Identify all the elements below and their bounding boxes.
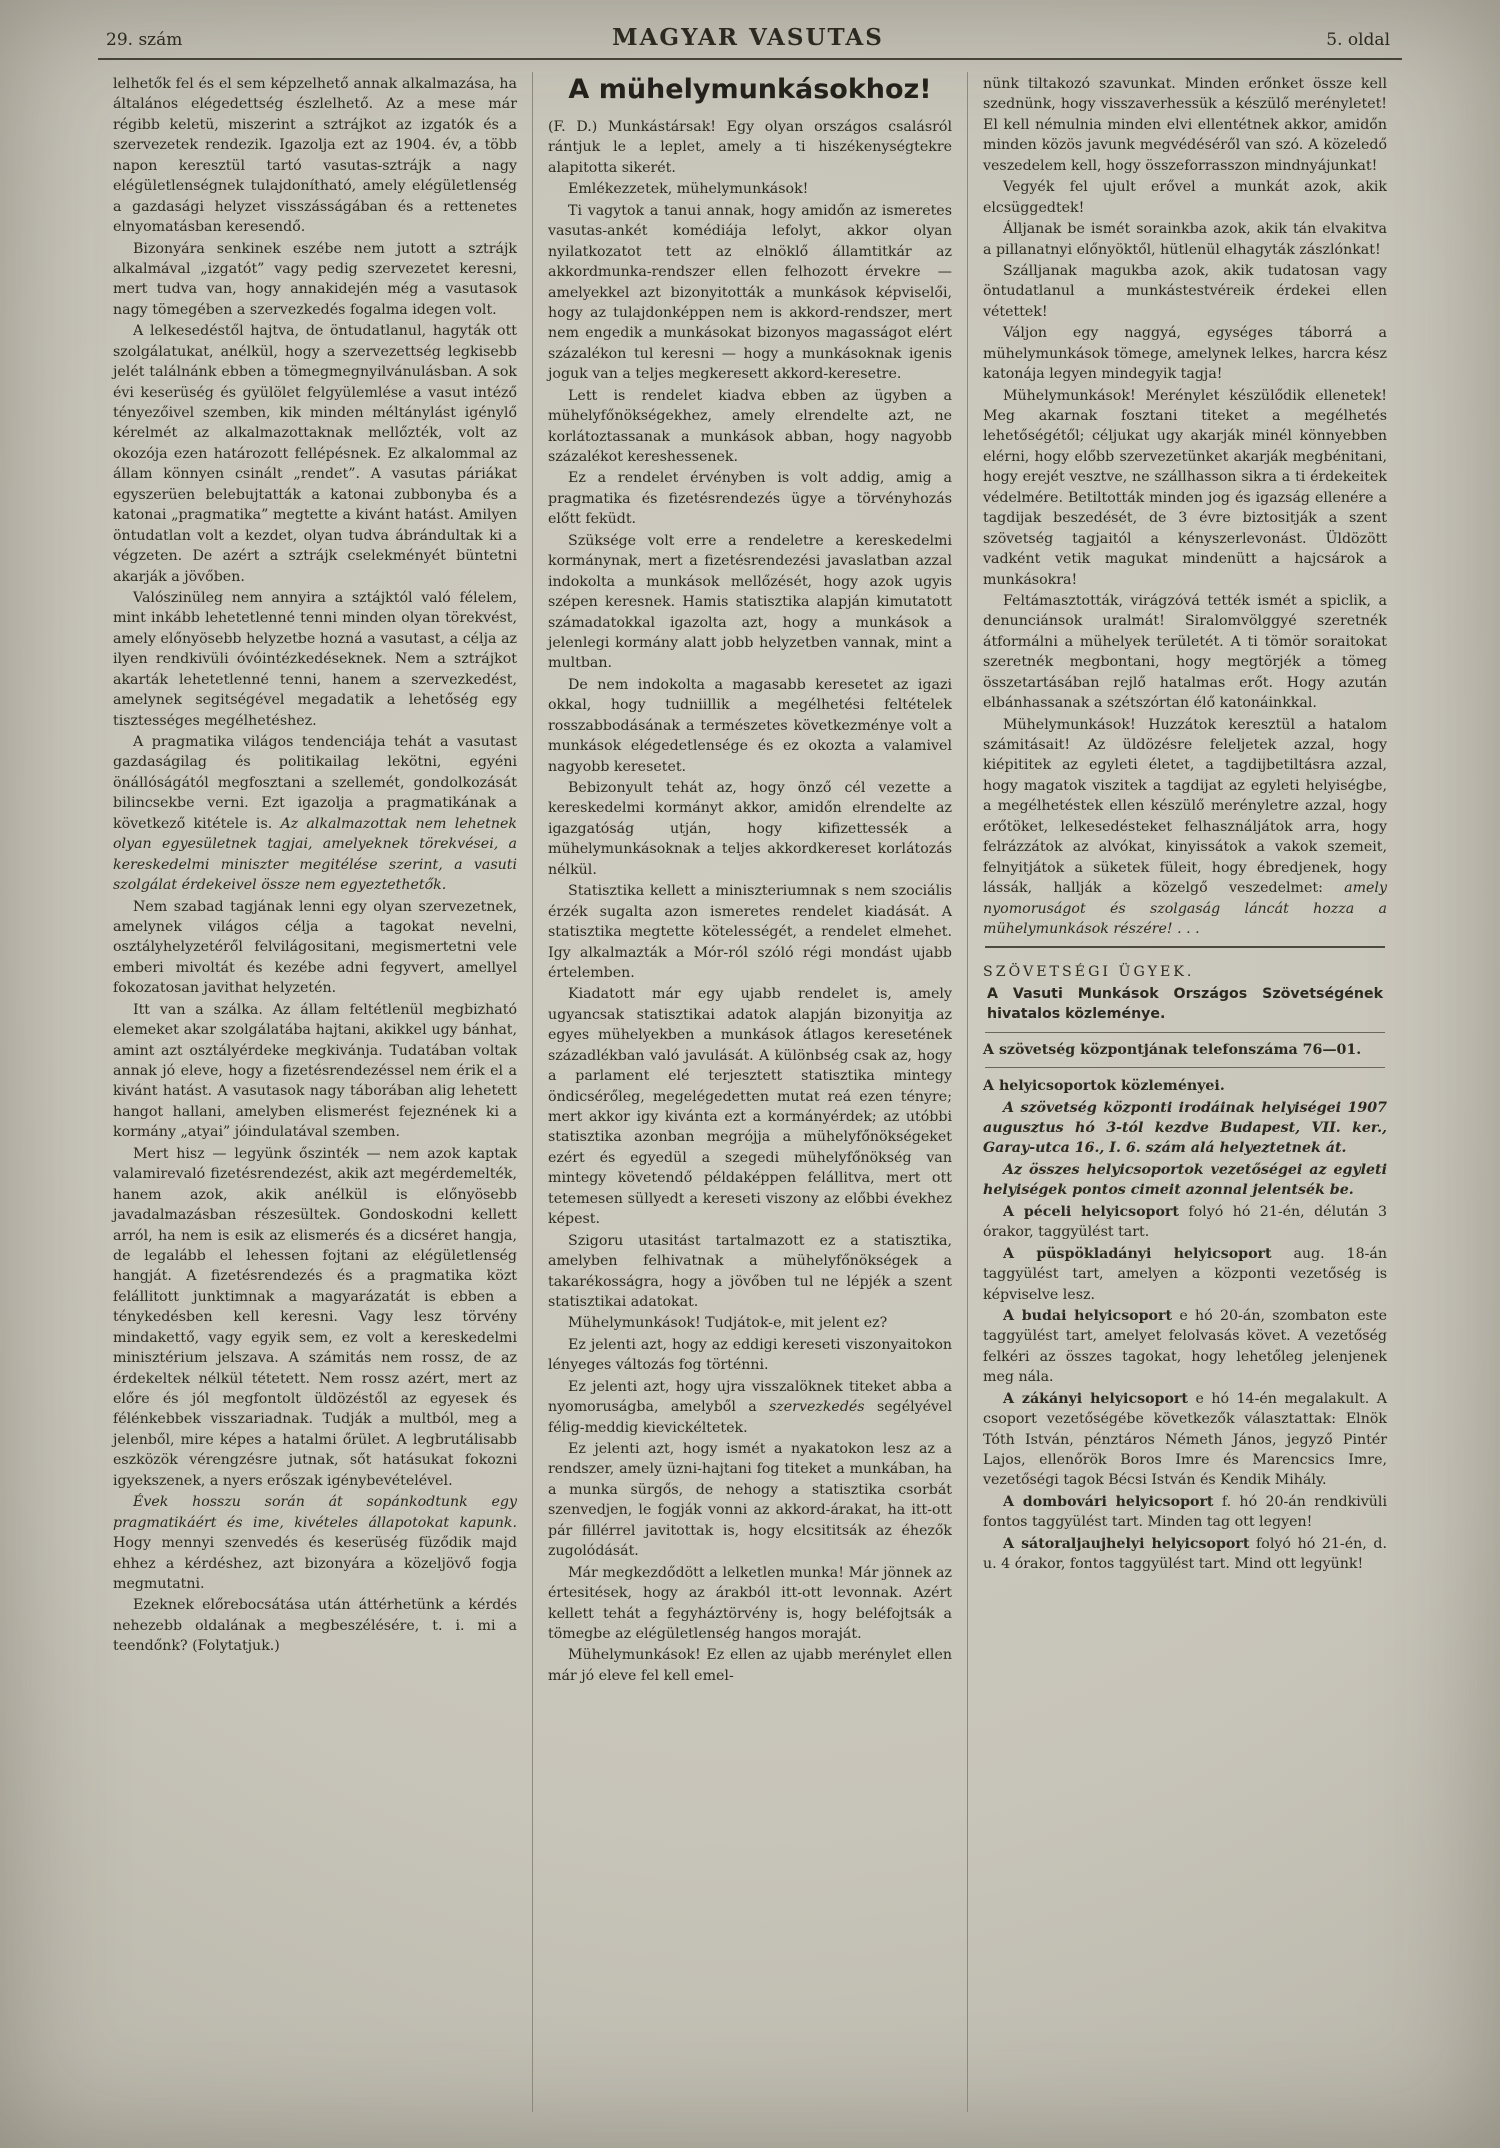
- text-run: Mühelymunkások! Tudjátok-e, mit jelent ez?: [568, 1315, 888, 1332]
- paragraph: [548, 1439, 952, 1562]
- news-item: [983, 1244, 1387, 1305]
- masthead-title: MAGYAR VASUTAS: [612, 24, 884, 51]
- text-run: Váljon egy naggyá, egységes táborrá a mühelymunkások tömege, amelynek lelkes, harcra kész katonája legyen mindegyik tagja!: [983, 325, 1387, 383]
- bold-lead: A zákányi helyicsoport: [1003, 1390, 1188, 1407]
- page-content: [98, 24, 1402, 2112]
- news-item: [983, 1389, 1387, 1491]
- paragraph: [548, 386, 952, 468]
- text-run: Bizonyára senkinek eszébe nem jutott a sztrájk alkalmával „izgatót” vagy pedig szervezetet keresni, mert tudva van, hogy annakidején még a vasutasok nagy tömegében a szervezkedés fogalma idegen volt.: [113, 240, 517, 318]
- text-run: folyó hó 21-én, d. u. 4 órakor, fontos taggyülést tart. Mind ott legyünk!: [983, 1535, 1387, 1573]
- text-run: Szüksége volt erre a rendeletre a kereskedelmi kormánynak, mert a fizetésrendezési javaslatban azzal indokolta a munkások mellőzését, hogy azok ugyis szépen keresnek. Hamis statisztika alapján kimutatott számadatokkal igazolta azt, hogy a munkások a jelenlegi kormány alatt jobb helyzetben vannak, mint a multban.: [548, 532, 952, 672]
- paragraph: [548, 468, 952, 529]
- article-columns: [98, 72, 1402, 2112]
- group-heading: [983, 1076, 1387, 1096]
- section-title: [983, 962, 1387, 982]
- news-item: [983, 1202, 1387, 1243]
- text-run: Valószinüleg nem annyira a sztájktól való félelem, mint inkább lehetetlenné tenni minden olyan törekvést, amely előnyösebb helyzetbe hozná a vasutast, a célja az ilyen rendkivüli óvóintézkedéseknek. Nem a sztrájkot akarták lehetetlenné tenni, hanem a szervezkedést, amelynek segitségével megadatik a lehetőség egy tisztességes megélhetéshez.: [113, 589, 517, 729]
- text-run: Bebizonyult tehát az, hogy önző cél vezette a kereskedelmi kormányt akkor, amidőn elrendelte az igazgatóság utján, hogy kifizettessék a mühelymunkásoknak a teljes akkordkereset korlátozás nélkül.: [548, 780, 952, 878]
- paragraph: [548, 531, 952, 674]
- paragraph: [983, 74, 1387, 176]
- paragraph: [983, 219, 1387, 260]
- text-run: aug. 18-án taggyülést tart, amelyen a központi vezetőség is képviselve lesz.: [983, 1245, 1387, 1303]
- text-run: A pragmatika világos tendenciája tehát a vasutast gazdaságilag és politikailag lekötni, egyéni önállóságától megfosztani a szellemét, gondolkozását bilincsekbe verni. Ezt igazolja a pragmatikának a következő kitétele is.: [113, 734, 517, 832]
- text-run: Ezeknek előrebocsátása után áttérhetünk a kérdés nehezebb oldalának a megbeszélésére, t. i. mi a teendőnk? (Folytatjuk.): [113, 1597, 517, 1655]
- paragraph: [548, 1335, 952, 1376]
- paragraph: [548, 1231, 952, 1313]
- text-run: Az alkalmazottak nem lehetnek olyan egyesületnek tagjai, amelyeknek törekvései, a kereskedelmi miniszter megitélése szerint, a vasuti szolgálat érdekeivel össze nem egyeztethetők.: [113, 815, 517, 894]
- notice-paragraph: [983, 1160, 1387, 1201]
- text-run: Szigoru utasitást tartalmazott ez a statisztika, amelyben felhivatnak a mühelyfőnökségek a takarékosságra, hogy a jövőben tul ne lépjék a szent statisztikai adatokat.: [548, 1232, 952, 1310]
- paragraph: [548, 675, 952, 777]
- text-run: Mert hisz — legyünk őszinték — nem azok kaptak valamirevaló fizetésrendezést, akik azt megérdemelték, hanem azok, akik anélkül is előnyösebb javadalmazásban részesültek. Gondoskodni kellett arról, ha nem is esik az elismerés és a dicséret hangja, de legalább el lehessen fojtani az elégületlenség hangját. A fizetésrendezés és a pragmatika közt felállitott junktimnak a magyarázatát is ebben a ténykedésben kell keresni. Vagy lesz törvény mindakettő, vagy egyik sem, ez volt a kereskedelmi minisztérium jelszava. A számitás nem rossz, de az érdekeltek nélkül tétetett. Nem rossz azért, mert az előre és jól megfontolt üldözéstől az egyesek és félénkebbek visszariadnak. Tudják a multból, meg a jelenből, mire képes a hatalmi őrület. A legbrutálisabb eszközök vérengzésre jutnak, sőt hatásukat fokozni igyekszenek, a nyers erőszak igénybevételével.: [113, 1145, 517, 1489]
- paragraph: [983, 323, 1387, 384]
- text-run: SZÖVETSÉGI ÜGYEK.: [983, 964, 1195, 981]
- text-run: folyó hó 21-én, délután 3 órakor, taggyülést tart.: [983, 1203, 1387, 1241]
- paragraph: [548, 179, 952, 199]
- page-header: [98, 24, 1402, 55]
- divider-rule: [985, 1067, 1385, 1068]
- text-run: e hó 20-án, szombaton este taggyülést tart, amelyet felolvasás követ. A vezetőség felkéri az összes tagokat, hogy lehetőleg jelenjenek meg nála.: [983, 1307, 1387, 1386]
- text-run: Hogy mennyi szenvedés és keserüség füződik majd ehhez a kérdéshez, azt bizonyára a közeljövő fogja megmutatni.: [113, 1535, 517, 1592]
- bold-lead: A budai helyicsoport: [1003, 1307, 1173, 1324]
- paragraph: [983, 177, 1387, 218]
- paragraph: [548, 984, 952, 1229]
- paragraph: [548, 117, 952, 178]
- text-run: A szövetség központjának telefonszáma 76—01.: [983, 1041, 1362, 1058]
- text-run: lelhetők fel és el sem képzelhető annak alkalmazása, ha általános elégedettség észlelhető. Az a mese már régibb keletü, miszerint a sztrájkot az izgatók és a szervezetek rendezik. Igazolja ezt az 1904. év, a több napon keresztül tartó vasutas-sztrájk a nagy elégületlenségnek tulajdonítható, amely elégületlenség a gazdasági helyzet visszásságában és a rettenetes elnyomatásban keresendő.: [113, 76, 517, 236]
- paragraph: [113, 897, 517, 999]
- text-run: Álljanak be ismét sorainkba azok, akik tán elvakitva a pillanatnyi előnyöktől, hütlenül elhagyták zászlónkat!: [983, 221, 1387, 258]
- bold-lead: A sátoraljaujhelyi helyicsoport: [1003, 1535, 1250, 1552]
- text-run: Emlékezzetek, mühelymunkások!: [568, 181, 809, 198]
- notice-paragraph: [983, 1098, 1387, 1159]
- page-number: 5. oldal: [1326, 30, 1390, 50]
- paragraph: [113, 1595, 517, 1656]
- section-subtitle: [987, 984, 1383, 1025]
- text-run: Mühelymunkások! Ez ellen az ujabb merénylet ellen már jó eleve fel kell emel-: [548, 1647, 952, 1684]
- paragraph: [548, 778, 952, 880]
- article-headline: [548, 74, 952, 105]
- bold-lead: A dombovári helyicsoport: [1003, 1493, 1214, 1510]
- column-3: [967, 72, 1402, 2112]
- text-run: Itt van a szálka. Az állam feltétlenül megbizható elemeket akar szolgálatába hajtani, akikkel ugy bánhat, amint azt osztályérdeke megkivánja. Tudatában voltak annak jó eleve, hogy a fizetésrendezéssel nem érik el a kivánt hatást. A vasutasok nagy táborában alig lehetett hangot hallani, amelyben elismerést fejeznének ki a kormány „atyai” jóindulatával szemben.: [113, 1001, 517, 1141]
- text-run: A helyicsoportok közleményei.: [983, 1078, 1225, 1095]
- header-rule: [98, 58, 1402, 60]
- text-run: A Vasuti Munkások Országos Szövetségének hivatalos közleménye.: [987, 985, 1383, 1023]
- text-run: nünk tiltakozó szavunkat. Minden erőnket össze kell szednünk, hogy visszaverhessük a készülő merényletet! El kell némulnia minden elvi ellentétnek akkor, amidőn minden közös javunk megvédéséről van szó. A közeledő veszedelem kell, hogy összeforrasszon mindnyájunkat!: [983, 76, 1387, 174]
- text-run: A mühelymunkásokhoz!: [568, 74, 932, 105]
- paragraph: [113, 321, 517, 587]
- divider-rule: [985, 946, 1385, 948]
- paragraph: [983, 715, 1387, 940]
- text-run: Mühelymunkások! Merénylet készülődik ellenetek! Meg akarnak fosztani titeket a megélhetés lehetőségétől; céljukat ugy akarják minél könnyebben elérni, hogy előbb szervezetünket akarják megbénitani, hogy erejét vesztve, ne szállhasson sikra a ti érdekeitek védelmére. Betiltották minden jog és igazság ellenére a tagdijak beszedését, de 3 évre biztositják a szent szövetség tagjaitól a kényszerlevonást. Üldözött vadként vetik magukat mindenütt a hajcsárok a munkásokra!: [983, 387, 1387, 588]
- text-run: e hó 14-én megalakult. A csoport vezetőségébe következők választattak: Elnök Tóth István, pénztáros Németh János, jegyző Pintér Lajos, ellenőrök Boros Imre és Marencsics Imre, vezetőségi tagok Bécsi István és Kendik Mihály.: [983, 1390, 1387, 1489]
- paragraph: [548, 881, 952, 983]
- text-run: Feltámasztották, virágzóvá tették ismét a spiclik, a denunciánsok uralmát! Siralomvölggyé szeretnék átformálni a mühelyek területét. A ti tömör soraitokat szeretnék megbontani, hogy megtörjék a tömeg összetartásában rejlő hatalmas erőt. Hogy azután elbánhassanak a szétszórtan élő katonáinkkal.: [983, 592, 1387, 712]
- text-run: szervezkedés: [769, 1399, 865, 1416]
- paragraph: [113, 588, 517, 731]
- paragraph: [548, 201, 952, 385]
- divider-rule: [985, 1032, 1385, 1033]
- bold-lead: A péceli helyicsoport: [1003, 1203, 1179, 1220]
- text-run: A lelkesedéstől hajtva, de öntudatlanul, hagyták ott szolgálatukat, anélkül, hogy a szervezettség legkisebb jelét találnánk ebben a tömegmegnyilvánulásban. A sok évi keserüség és gyülölet felgyülemlése a vasut intéző tényezőivel szemben, kik minden méltánylást igénylő kérelmét az alkalmazottaknak mellőzték, volt az okozója ezen határozott fellépésnek. Ez alkalommal az állam könnyen csinált „rendet”. A vasutas páriákat egyszerüen belebujtatták a katonai zubbonyba és a katonai „pragmatika” megtette a kivánt hatást. Amilyen öntudatlan volt a kezdet, olyan tudva ábrándultak ki a végzeten. De azért a sztrájk cselekményét büntetni akarják a jövőben.: [113, 323, 517, 585]
- text-run: Ez jelenti azt, hogy az eddigi kereseti viszonyaitokon lényeges változás fog történni.: [548, 1336, 952, 1374]
- text-run: Évek hosszu során át sopánkodtunk egy pragmatikáért és ime, kivételes állapotokat kapunk.: [113, 1494, 517, 1531]
- text-run: Mühelymunkások! Huzzátok keresztül a hatalom számitásait! Az üldözésre feleljetek azzal, hogy kiépititek az egyleti életet, a tagdijbetiltásra azzal, hogy magatok viszitek a tagdijat az egyleti helyiségbe, a megélhetéstek ellen készülő merényletre azzal, hogy erőtöket, lelkesedésteket felhasználjátok arra, hogy felrázzátok az alvókat, kinyissátok a vakok szemeit, felnyitjátok a süketek füleit, hogy ébredjenek, hogy lássák, hallják a közelgő veszedelmet:: [983, 716, 1387, 897]
- paragraph: [983, 386, 1387, 590]
- text-run: Ez a rendelet érvényben is volt addig, amig a pragmatika és fizetésrendezés ügye a törvényhozás előtt feküdt.: [548, 470, 952, 528]
- text-run: f. hó 20-án rendkivüli fontos taggyülést tart. Minden tag ott legyen!: [983, 1493, 1387, 1531]
- column-1: [98, 72, 532, 2112]
- paragraph: [113, 239, 517, 321]
- news-item: [983, 1306, 1387, 1388]
- text-run: (F. D.) Munkástársak! Egy olyan országos csalásról rántjuk le a leplet, amely a ti hiszékenységtekre alapitotta sikerét.: [548, 119, 952, 176]
- paragraph: [113, 74, 517, 238]
- text-run: Ez jelenti azt, hogy ujra visszalöknek titeket abba a nyomoruságba, amelyből a: [548, 1378, 952, 1416]
- text-run: A szövetség központi irodáinak helyiségei 1907 augusztus hó 3-tól kezdve Budapest, VII. ker., Garay-utca 16., I. 6. szám alá helyeztetnek át.: [983, 1099, 1387, 1157]
- issue-number: 29. szám: [106, 30, 183, 50]
- text-run: Ez jelenti azt, hogy ismét a nyakatokon lesz az a rendszer, amely üzni-hajtani fog titeket a munkában, ha a munka sürgős, de nehogy a statisztika csorbát szenvedjen, le fogják vonni az akkord-árakat, ha itt-ott pár fillérrel javitottak is, hogy elcsititsák az éhezők zugolódását.: [548, 1441, 952, 1560]
- bold-lead: A püspökladányi helyicsoport: [1003, 1245, 1272, 1262]
- text-run: De nem indokolta a magasabb keresetet az igazi okkal, hogy tudniillik a megélhetési feltételek rosszabbodásának a természetes következménye volt a munkások elégedetlensége és ez okozta a valamivel nagyobb keresetet.: [548, 676, 952, 775]
- paragraph: [113, 1144, 517, 1491]
- text-run: Nem szabad tagjának lenni egy olyan szervezetnek, amelynek világos célja a tagokat nevelni, osztályhelyzetéről felvilágositani, megismertetni vele emberi mivoltát és kezébe adni fegyvert, amellyel fokozatosan javithat helyzetén.: [113, 898, 517, 997]
- text-run: Szálljanak magukba azok, akik tudatosan vagy öntudatlanul a munkástestvéreik érdekei ellen vétettek!: [983, 262, 1387, 320]
- text-run: Statisztika kellett a miniszteriumnak s nem szociális érzék sugalta azon ismeretes rendelet kiadását. A statisztika megtette kötelességét, a rendelet elmehet. Igy alkalmazták a Mór-ról szóló régi mondást ujabb értelemben.: [548, 883, 952, 981]
- column-2: [532, 72, 967, 2112]
- paragraph: [548, 1313, 952, 1333]
- text-run: Ti vagytok a tanui annak, hogy amidőn az ismeretes vasutas-ankét komédiája lefolyt, akkor olyan nyilatkozatot tett az elnöklő államtitkár az akkordmunka-rendszer ellen felhozott érvekre — amelyekkel azt bizonyitották a munkások képviselői, hogy az tulajdonképpen nem is akkord-rendszer, mert nem engedik a munkásokat bizonyos magasságot elért százalékon tul keresni — hogy a munkásoknak igenis joguk van a teljes megkeresett akkord-keresetre.: [548, 202, 952, 383]
- paragraph: [113, 732, 517, 896]
- paragraph: [113, 1000, 517, 1143]
- news-item: [983, 1534, 1387, 1575]
- text-run: Már megkezdődött a lelketlen munka! Már jönnek az értesitések, hogy az árakból itt-ott levonnak. Azért kellett tehát a fegyháztörvény is, hogy beléfojtsák a tömegbe az elégületlenség hangos moraját.: [548, 1564, 952, 1642]
- paragraph: [548, 1645, 952, 1686]
- text-run: segélyével félig-meddig kievickéltetek.: [548, 1399, 952, 1436]
- text-run: amely nyomoruságot és szolgaság láncát hozza a mühelymunkások részére! . . .: [983, 880, 1387, 937]
- paragraph: [548, 1563, 952, 1645]
- paragraph: [983, 591, 1387, 714]
- news-item: [983, 1492, 1387, 1533]
- paragraph: [548, 1377, 952, 1438]
- text-run: Kiadatott már egy ujabb rendelet is, amely ugyancsak statisztikai adatok alapján bizonyitja az egyes mühelyekben a munkások átlagos keresetének századlékban való javulását. A különbség csak az, hogy a parlament elé terjesztett statisztika mintegy öndicsérőleg, megelégedetten mutat reá ezen tényre; mert akkor igy kivánta ezt a kormányérdek; az utóbbi statisztika azonban megrójja a mühelyfőnökségeket ezért és egyedül a szegedi mühelyfőnökség van mintegy követendő példaképpen felállitva, mert ott tetemesen süllyedt a kereseti viszony az előbbi évekhez képest.: [548, 986, 952, 1228]
- paragraph: [983, 261, 1387, 322]
- text-run: Az összes helyicsoportok vezetőségei az egyleti helyiségek pontos cimeit azonnal jelentsék be.: [983, 1161, 1387, 1199]
- paragraph: [113, 1492, 517, 1594]
- text-run: Vegyék fel ujult erővel a munkát azok, akik elcsüggedtek!: [983, 179, 1387, 216]
- phone-notice: [983, 1040, 1387, 1060]
- text-run: Lett is rendelet kiadva ebben az ügyben a mühelyfőnökségekhez, amely elrendelte azt, ne korlátoztassanak a munkások abban, hogy nagyobb százalékot kereshessenek.: [548, 387, 952, 466]
